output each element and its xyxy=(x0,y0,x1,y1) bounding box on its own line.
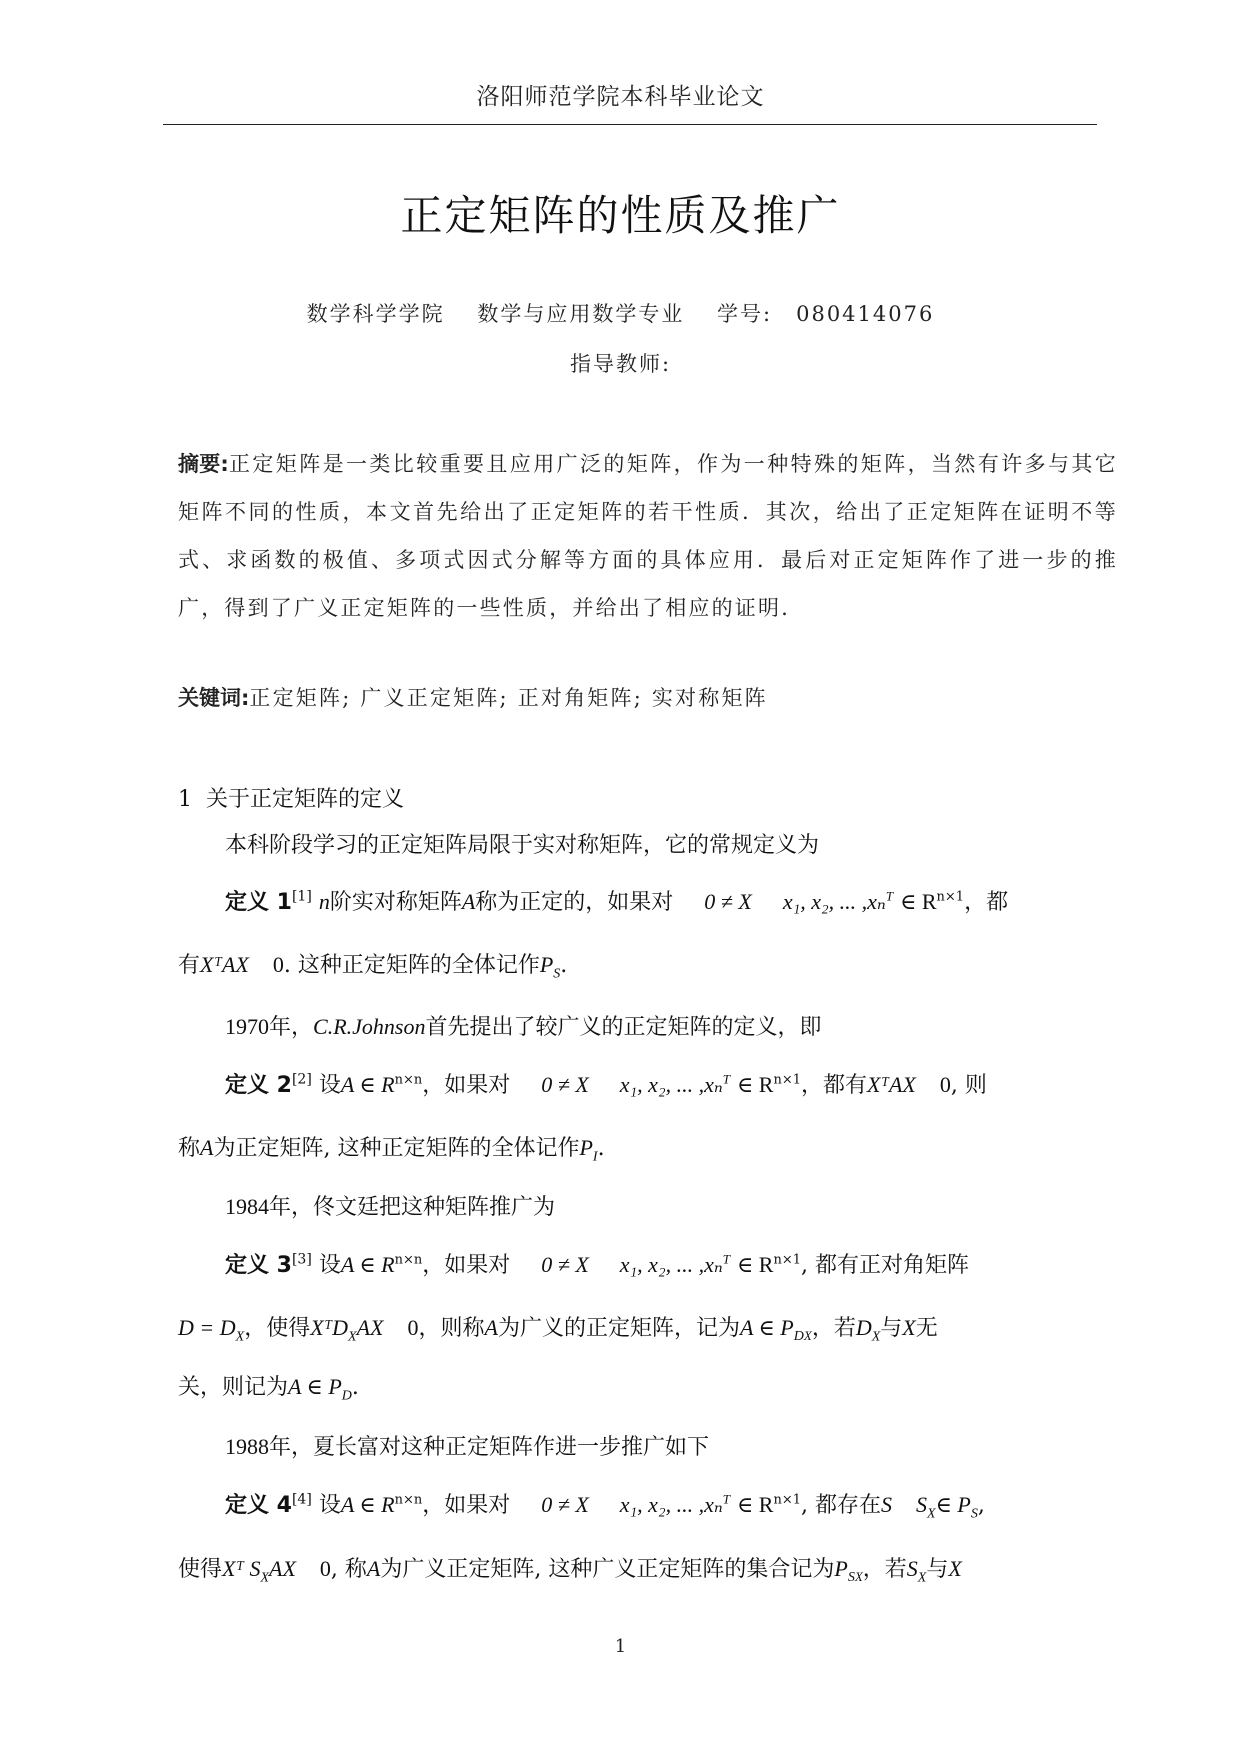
math-dim: n×1 xyxy=(936,889,965,905)
abstract-label: 摘要: xyxy=(178,452,229,476)
period: . xyxy=(597,1136,605,1161)
math-sub: X xyxy=(917,1570,927,1586)
math-expr: XᵀAX xyxy=(867,1072,916,1097)
math-S: S xyxy=(881,1492,893,1517)
math-P: P xyxy=(834,1556,848,1581)
math-A: A xyxy=(461,889,476,914)
math-in-R: ∈ R xyxy=(737,1492,774,1517)
math-vector: x₁, x₂, ... ,xₙ xyxy=(619,1072,723,1097)
math-S: S xyxy=(906,1556,918,1581)
abstract xyxy=(178,440,1118,632)
math-expr: XᵀAX xyxy=(200,952,249,977)
year: 1970 xyxy=(225,1014,269,1039)
math-A-in-P: A ∈ P xyxy=(288,1374,342,1399)
def2-text: , 则 xyxy=(950,1073,987,1098)
math-expr: AX xyxy=(269,1556,296,1581)
def3-text: 与 xyxy=(880,1316,903,1341)
math-A: A xyxy=(484,1315,498,1340)
math-sub: D xyxy=(341,1388,352,1404)
math-sub: I xyxy=(592,1149,598,1165)
section-intro: 本科阶段学习的正定矩阵局限于实对称矩阵，它的常规定义为 xyxy=(225,833,820,858)
year: 1984 xyxy=(225,1194,269,1219)
def3-text: ，使得 xyxy=(244,1316,311,1341)
student-id-label: 学号: xyxy=(717,302,773,326)
def2-text: ，都有 xyxy=(801,1073,868,1098)
math-A-in-P: A ∈ P xyxy=(739,1315,794,1340)
def1-text: 阶实对称矩阵 xyxy=(329,890,462,915)
def2-text: 设 xyxy=(318,1073,341,1098)
math-in-R: ∈ R xyxy=(900,889,937,914)
math-P: P xyxy=(579,1135,593,1160)
math-sub: S xyxy=(970,1506,978,1522)
def1-line2 xyxy=(178,948,567,982)
math-A-in-R: A ∈ R xyxy=(340,1072,395,1097)
def4-text: 与 xyxy=(926,1557,949,1582)
math-zero: 0 xyxy=(272,952,284,977)
math-dim: n×n xyxy=(394,1492,423,1508)
def4-text: ，若 xyxy=(862,1557,907,1582)
def2-label: 定义 2 xyxy=(225,1073,292,1098)
student-id: 080414076 xyxy=(796,302,935,326)
def3-text: 无 xyxy=(915,1316,938,1341)
math-T: T xyxy=(722,1251,731,1267)
para-1984 xyxy=(225,1190,555,1221)
math-A-in-R: A ∈ R xyxy=(340,1252,395,1277)
math-subsub: X xyxy=(854,1569,863,1585)
page-number: 1 xyxy=(614,1636,627,1657)
def3-line1 xyxy=(225,1248,969,1279)
math-A-in-R: A ∈ R xyxy=(340,1492,395,1517)
author-info xyxy=(0,298,1241,328)
math-sub xyxy=(848,1570,863,1585)
section-title: 关于正定矩阵的定义 xyxy=(206,787,405,812)
def2-text: 称 xyxy=(178,1136,201,1161)
def4-text: , xyxy=(977,1493,985,1518)
math-zero: 0 xyxy=(939,1072,951,1097)
def3-line2 xyxy=(178,1311,938,1345)
math-vector: x₁, x₂, ... ,xₙ xyxy=(619,1492,723,1517)
def4-text: 使得 xyxy=(178,1557,223,1582)
math-D: D = D xyxy=(178,1315,236,1340)
document-title: 正定矩阵的性质及推广 xyxy=(400,191,841,240)
para-text: 首先提出了较广义的正定矩阵的定义，即 xyxy=(425,1015,822,1040)
def3-text: ，则称 xyxy=(418,1316,485,1341)
year: 1988 xyxy=(225,1434,269,1459)
math-vector: x₁, x₂, ... ,xₙ xyxy=(782,889,886,914)
header-rule xyxy=(163,124,1097,125)
def1-text: ，都 xyxy=(964,890,1009,915)
def2-text: ，如果对 xyxy=(422,1073,511,1098)
para-text: 年， xyxy=(269,1015,314,1040)
math-expr: XᵀD xyxy=(310,1315,349,1340)
def2-line2 xyxy=(178,1131,605,1165)
def1-text: 称为正定的，如果对 xyxy=(475,890,674,915)
para-text: 年，夏长富对这种正定矩阵作进一步推广如下 xyxy=(269,1435,710,1460)
def4-text: 设 xyxy=(318,1493,341,1518)
major: 数学与应用数学专业 xyxy=(477,302,685,326)
math-in-R: ∈ R xyxy=(737,1072,774,1097)
math-subsub: X xyxy=(803,1328,812,1344)
para-text: 年，佟文廷把这种矩阵推广为 xyxy=(269,1195,556,1220)
def1-line1 xyxy=(225,885,1008,916)
def4-text: , 都存在 xyxy=(801,1493,882,1518)
section-number: 1 xyxy=(178,787,192,812)
def1-text: . 这种正定矩阵的全体记作 xyxy=(283,953,540,978)
math-in-R: ∈ R xyxy=(737,1252,774,1277)
def4-text: 为广义正定矩阵, 这种广义正定矩阵的集合记为 xyxy=(380,1557,835,1582)
period: . xyxy=(560,953,568,978)
author-name: C.R.Johnson xyxy=(313,1014,426,1039)
math-dim: n×1 xyxy=(773,1072,802,1088)
def4-line2 xyxy=(178,1552,962,1586)
para-1988 xyxy=(225,1430,709,1461)
def3-line3 xyxy=(178,1370,359,1404)
def3-text: 关，则记为 xyxy=(178,1375,289,1400)
def4-ref: [4] xyxy=(291,1491,312,1508)
def3-text: , 都有正对角矩阵 xyxy=(801,1253,970,1278)
math-dim: n×1 xyxy=(773,1492,802,1508)
def2-line1 xyxy=(225,1068,987,1099)
math-dim: n×n xyxy=(394,1252,423,1268)
def2-ref: [2] xyxy=(291,1071,312,1088)
section-heading xyxy=(178,782,404,813)
college: 数学科学学院 xyxy=(306,302,445,326)
def3-text: 设 xyxy=(318,1253,341,1278)
math-zero: 0 xyxy=(319,1556,331,1581)
def4-text: , 称 xyxy=(330,1557,367,1582)
math-sub-S: S xyxy=(847,1570,855,1586)
math-dim: n×1 xyxy=(773,1252,802,1268)
math-sub: S xyxy=(553,966,561,982)
math-D: D xyxy=(855,1315,872,1340)
def4-line1 xyxy=(225,1488,985,1522)
def1-text: 有 xyxy=(178,953,201,978)
math-sub: X xyxy=(871,1329,881,1345)
period: . xyxy=(351,1375,359,1400)
keywords-label: 关键词: xyxy=(178,686,250,710)
math-sub-D: D xyxy=(793,1329,804,1345)
math-A: A xyxy=(366,1556,381,1581)
math-expr: AX xyxy=(356,1315,384,1340)
math-expr: Xᵀ S xyxy=(222,1556,261,1581)
math-vector: x₁, x₂, ... ,xₙ xyxy=(619,1252,723,1277)
math-zero: 0 xyxy=(407,1315,419,1340)
def4-text: ，如果对 xyxy=(422,1493,511,1518)
math-dim: n×n xyxy=(394,1072,423,1088)
keywords-text: 正定矩阵; 广义正定矩阵; 正对角矩阵; 实对称矩阵 xyxy=(249,686,768,710)
def3-ref: [3] xyxy=(291,1251,312,1268)
math-cond: 0 ≠ X xyxy=(704,889,752,914)
def3-text: 为广义的正定矩阵，记为 xyxy=(497,1316,740,1341)
math-cond: 0 ≠ X xyxy=(541,1252,589,1277)
math-sub: X xyxy=(260,1570,270,1586)
math-P: P xyxy=(539,952,554,977)
math-sub: X xyxy=(235,1329,245,1345)
math-cond: 0 ≠ X xyxy=(541,1072,589,1097)
math-sub: X xyxy=(927,1506,936,1522)
math-X: X xyxy=(948,1556,962,1581)
def1-label: 定义 1 xyxy=(225,890,292,915)
keywords xyxy=(178,682,1118,712)
math-n: n xyxy=(318,889,330,914)
advisor-label: 指导教师: xyxy=(569,352,672,376)
running-header: 洛阳师范学院本科毕业论文 xyxy=(476,84,765,110)
math-A: A xyxy=(200,1135,214,1160)
def3-text: ，若 xyxy=(811,1316,856,1341)
math-S: S xyxy=(916,1492,928,1517)
def2-text: 为正定矩阵, 这种正定矩阵的全体记作 xyxy=(213,1136,580,1161)
math-T: T xyxy=(722,1071,731,1087)
def1-ref: [1] xyxy=(291,888,312,905)
math-T: T xyxy=(722,1491,731,1507)
para-1970 xyxy=(225,1010,821,1041)
math-in-P: ∈ P xyxy=(935,1492,971,1517)
math-X: X xyxy=(902,1315,916,1340)
math-sub xyxy=(794,1329,812,1344)
math-cond: 0 ≠ X xyxy=(541,1492,589,1517)
def3-label: 定义 3 xyxy=(225,1253,292,1278)
def4-label: 定义 4 xyxy=(225,1493,292,1518)
math-T: T xyxy=(885,888,894,904)
math-sub: X xyxy=(348,1329,357,1345)
abstract-text: 正定矩阵是一类比较重要且应用广泛的矩阵，作为一种特殊的矩阵，当然有许多与其它矩阵不同的性质，本文首先给出了正定矩阵的若干性质．其次，给出了正定矩阵在证明不等式、求函数的极值、多项式因式分解等方面的具体应用．最后对正定矩阵作了进一步的推广，得到了广义正定矩阵的一些性质，并给出了相应的证明． xyxy=(178,452,1118,620)
def3-text: ，如果对 xyxy=(422,1253,511,1278)
